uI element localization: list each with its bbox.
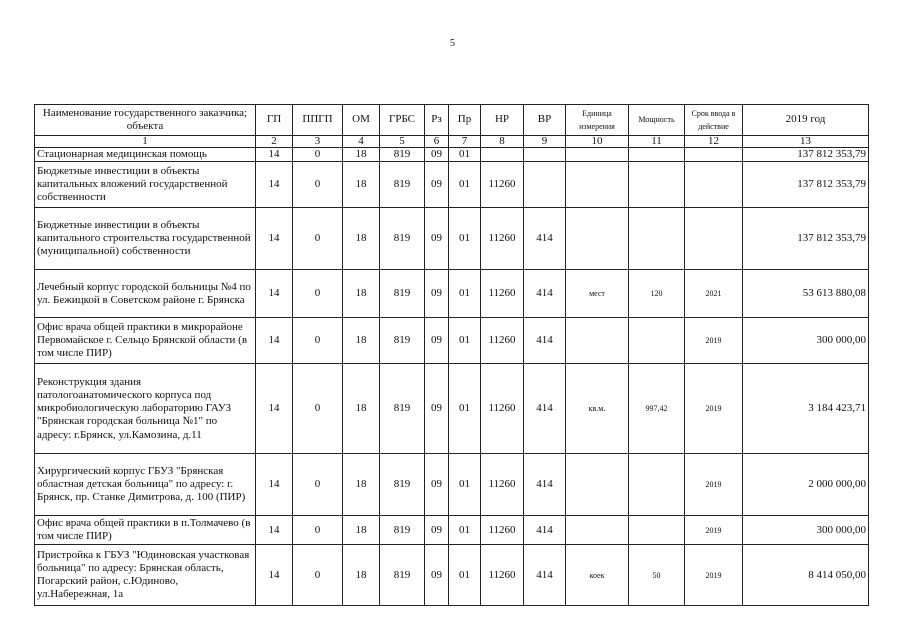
index-cell: 12	[685, 136, 743, 148]
row-amount: 3 184 423,71	[743, 364, 869, 454]
row-pr: 01	[449, 318, 481, 364]
row-term	[685, 208, 743, 270]
row-unit: коек	[566, 545, 629, 606]
row-vr: 414	[524, 516, 566, 545]
table-row	[35, 364, 869, 454]
row-name: Реконструкция здания патологоанатомического корпуса под микробиологическую лабораторию ГАУЗ "Брянская городская больница №1" по адресу: г.Брянск, ул.Камозина, д.11	[35, 364, 256, 454]
row-power: 120	[629, 270, 685, 318]
table-row	[35, 148, 869, 162]
index-cell: 13	[743, 136, 869, 148]
row-grbs: 819	[380, 148, 425, 162]
row-unit: кв.м.	[566, 364, 629, 454]
row-ppgp: 0	[293, 148, 343, 162]
row-rz: 09	[425, 318, 449, 364]
row-unit: мест	[566, 270, 629, 318]
row-ppgp: 0	[293, 364, 343, 454]
row-gp: 14	[256, 318, 293, 364]
row-term: 2019	[685, 364, 743, 454]
row-pr: 01	[449, 516, 481, 545]
index-cell: 9	[524, 136, 566, 148]
row-rz: 09	[425, 270, 449, 318]
row-grbs: 819	[380, 162, 425, 208]
row-pr: 01	[449, 454, 481, 516]
header-grbs: ГРБС	[380, 105, 425, 136]
header-row	[35, 105, 869, 136]
row-term: 2019	[685, 545, 743, 606]
row-power	[629, 516, 685, 545]
index-cell: 10	[566, 136, 629, 148]
row-vr: 414	[524, 270, 566, 318]
header-unit: Единица измерения	[566, 105, 629, 136]
header-year: 2019 год	[743, 105, 869, 136]
row-amount: 137 812 353,79	[743, 208, 869, 270]
row-power	[629, 162, 685, 208]
row-power	[629, 148, 685, 162]
row-name: Офис врача общей практики в микрорайоне Первомайское г. Сельцо Брянской области (в том числе ПИР)	[35, 318, 256, 364]
row-grbs: 819	[380, 318, 425, 364]
header-vr: ВР	[524, 105, 566, 136]
header-pr: Пр	[449, 105, 481, 136]
row-amount: 2 000 000,00	[743, 454, 869, 516]
row-om: 18	[343, 162, 380, 208]
row-gp: 14	[256, 162, 293, 208]
row-vr: 414	[524, 545, 566, 606]
row-power: 997,42	[629, 364, 685, 454]
row-om: 18	[343, 270, 380, 318]
row-term: 2019	[685, 454, 743, 516]
table-row	[35, 454, 869, 516]
row-gp: 14	[256, 148, 293, 162]
row-nr: 11260	[481, 454, 524, 516]
row-nr: 11260	[481, 318, 524, 364]
header-gp: ГП	[256, 105, 293, 136]
row-term: 2019	[685, 516, 743, 545]
row-power	[629, 454, 685, 516]
row-gp: 14	[256, 454, 293, 516]
table-row	[35, 270, 869, 318]
row-rz: 09	[425, 516, 449, 545]
row-unit	[566, 454, 629, 516]
row-grbs: 819	[380, 364, 425, 454]
header-name: Наименование государственного заказчика; объекта	[35, 105, 256, 136]
index-cell: 4	[343, 136, 380, 148]
row-vr	[524, 148, 566, 162]
row-gp: 14	[256, 545, 293, 606]
row-rz: 09	[425, 148, 449, 162]
row-power	[629, 208, 685, 270]
index-cell: 2	[256, 136, 293, 148]
index-row	[35, 136, 869, 148]
row-om: 18	[343, 454, 380, 516]
row-nr: 11260	[481, 545, 524, 606]
row-om: 18	[343, 208, 380, 270]
row-ppgp: 0	[293, 270, 343, 318]
row-unit	[566, 148, 629, 162]
row-ppgp: 0	[293, 162, 343, 208]
row-rz: 09	[425, 454, 449, 516]
row-grbs: 819	[380, 454, 425, 516]
row-vr: 414	[524, 454, 566, 516]
index-cell: 3	[293, 136, 343, 148]
row-amount: 300 000,00	[743, 516, 869, 545]
index-cell: 11	[629, 136, 685, 148]
row-name: Офис врача общей практики в п.Толмачево (в том числе ПИР)	[35, 516, 256, 545]
row-gp: 14	[256, 208, 293, 270]
row-nr: 11260	[481, 208, 524, 270]
row-grbs: 819	[380, 545, 425, 606]
row-name: Бюджетные инвестиции в объекты капитального строительства государственной (муниципальной) собственности	[35, 208, 256, 270]
row-gp: 14	[256, 270, 293, 318]
row-om: 18	[343, 148, 380, 162]
row-ppgp: 0	[293, 545, 343, 606]
header-ppgp: ППГП	[293, 105, 343, 136]
row-ppgp: 0	[293, 318, 343, 364]
row-power	[629, 318, 685, 364]
row-unit	[566, 516, 629, 545]
row-unit	[566, 208, 629, 270]
row-gp: 14	[256, 364, 293, 454]
row-pr: 01	[449, 162, 481, 208]
row-grbs: 819	[380, 516, 425, 545]
row-vr: 414	[524, 208, 566, 270]
row-amount: 53 613 880,08	[743, 270, 869, 318]
row-rz: 09	[425, 162, 449, 208]
index-cell: 7	[449, 136, 481, 148]
row-amount: 300 000,00	[743, 318, 869, 364]
row-om: 18	[343, 545, 380, 606]
row-nr	[481, 148, 524, 162]
row-om: 18	[343, 516, 380, 545]
table-row	[35, 208, 869, 270]
row-term: 2019	[685, 318, 743, 364]
row-grbs: 819	[380, 208, 425, 270]
page-number: 5	[450, 38, 455, 49]
row-name: Стационарная медицинская помощь	[35, 148, 256, 162]
row-rz: 09	[425, 545, 449, 606]
table-row	[35, 318, 869, 364]
header-power: Мощность	[629, 105, 685, 136]
row-pr: 01	[449, 148, 481, 162]
row-om: 18	[343, 318, 380, 364]
row-term	[685, 162, 743, 208]
row-om: 18	[343, 364, 380, 454]
row-ppgp: 0	[293, 454, 343, 516]
row-vr	[524, 162, 566, 208]
row-unit	[566, 162, 629, 208]
row-vr: 414	[524, 364, 566, 454]
row-pr: 01	[449, 545, 481, 606]
row-unit	[566, 318, 629, 364]
row-nr: 11260	[481, 162, 524, 208]
index-cell: 1	[35, 136, 256, 148]
header-nr: НР	[481, 105, 524, 136]
row-amount: 137 812 353,79	[743, 162, 869, 208]
row-nr: 11260	[481, 364, 524, 454]
table-row	[35, 545, 869, 606]
row-gp: 14	[256, 516, 293, 545]
header-term: Срок ввода в действие	[685, 105, 743, 136]
header-rz: Рз	[425, 105, 449, 136]
row-term	[685, 148, 743, 162]
table-row	[35, 162, 869, 208]
row-pr: 01	[449, 270, 481, 318]
row-name: Бюджетные инвестиции в объекты капитальных вложений государственной собственности	[35, 162, 256, 208]
header-om: ОМ	[343, 105, 380, 136]
row-pr: 01	[449, 364, 481, 454]
row-nr: 11260	[481, 516, 524, 545]
index-cell: 6	[425, 136, 449, 148]
row-rz: 09	[425, 364, 449, 454]
table-row	[35, 516, 869, 545]
row-grbs: 819	[380, 270, 425, 318]
row-pr: 01	[449, 208, 481, 270]
index-cell: 5	[380, 136, 425, 148]
row-vr: 414	[524, 318, 566, 364]
row-ppgp: 0	[293, 208, 343, 270]
row-rz: 09	[425, 208, 449, 270]
row-nr: 11260	[481, 270, 524, 318]
row-name: Хирургический корпус ГБУЗ "Брянская областная детская больница" по адресу: г. Брянск, пр. Станке Димитрова, д. 100 (ПИР)	[35, 454, 256, 516]
row-term: 2021	[685, 270, 743, 318]
row-name: Пристройка к ГБУЗ "Юдиновская участковая больница" по адресу: Брянская область, Погарский район, с.Юдиново, ул.Набережная, 1а	[35, 545, 256, 606]
budget-table	[34, 104, 869, 606]
row-name: Лечебный корпус городской больницы №4 по ул. Бежицкой в Советском районе г. Брянска	[35, 270, 256, 318]
row-amount: 137 812 353,79	[743, 148, 869, 162]
row-amount: 8 414 050,00	[743, 545, 869, 606]
row-ppgp: 0	[293, 516, 343, 545]
row-power: 50	[629, 545, 685, 606]
index-cell: 8	[481, 136, 524, 148]
